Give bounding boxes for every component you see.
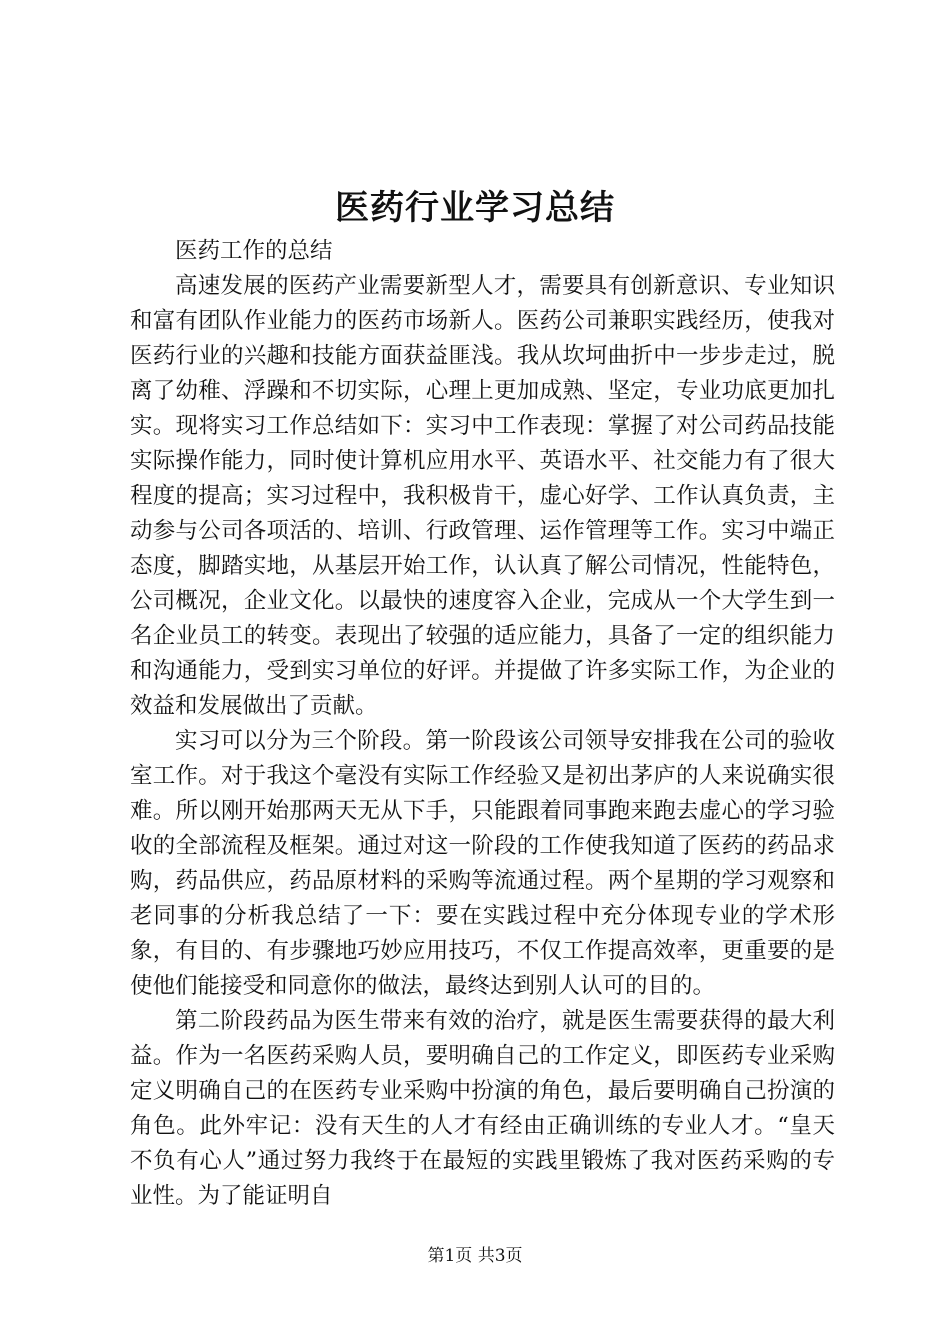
- paragraph: 第二阶段药品为医生带来有效的治疗，就是医生需要获得的最大利益。作为一名医药采购人员，要明确自己的工作定义，即医药专业采购定义明确自己的在医药专业采购中扮演的角色，最后要明确自己扮演的角色。此外牢记：没有天生的人才有经由正确训练的专业人才。“皇天不负有心人”通过努力我终于在最短的实践里锻炼了我对医药采购的专业性。为了能证明自: [130, 1008, 835, 1209]
- paragraph: 实习可以分为三个阶段。第一阶段该公司领导安排我在公司的验收室工作。对于我这个毫没有实际工作经验又是初出茅庐的人来说确实很难。所以刚开始那两天无从下手，只能跟着同事跑来跑去虚心的学习验收的全部流程及框架。通过对这一阶段的工作使我知道了医药的药品求购，药品供应，药品原材料的采购等流通过程。两个星期的学习观察和老同事的分析我总结了一下：要在实践过程中充分体现专业的学术形象，有目的、有步骤地巧妙应用技巧，不仅工作提高效率，更重要的是使他们能接受和同意你的做法，最终达到别人认可的目的。: [130, 728, 835, 999]
- document-title: 医药行业学习总结: [335, 188, 615, 228]
- document-body: [130, 234, 835, 1214]
- page-footer: 第1页 共3页: [427, 1246, 523, 1266]
- paragraph: 高速发展的医药产业需要新型人才，需要具有创新意识、专业知识和富有团队作业能力的医药市场新人。医药公司兼职实践经历，使我对医药行业的兴趣和技能方面获益匪浅。我从坎坷曲折中一步步走过，脱离了幼稚、浮躁和不切实际，心理上更加成熟、坚定，专业功底更加扎实。现将实习工作总结如下：实习中工作表现：掌握了对公司药品技能实际操作能力，同时使计算机应用水平、英语水平、社交能力有了很大程度的提高；实习过程中，我积极肯干，虚心好学、工作认真负责，主动参与公司各项活的、培训、行政管理、运作管理等工作。实习中端正态度，脚踏实地，从基层开始工作，认认真了解公司情况，性能特色，公司概况，企业文化。以最快的速度容入企业，完成从一个大学生到一名企业员工的转变。表现出了较强的适应能力，具备了一定的组织能力和沟通能力，受到实习单位的好评。并提做了许多实际工作，为企业的效益和发展做出了贡献。: [130, 273, 835, 719]
- paragraph-heading: 医药工作的总结: [175, 238, 333, 264]
